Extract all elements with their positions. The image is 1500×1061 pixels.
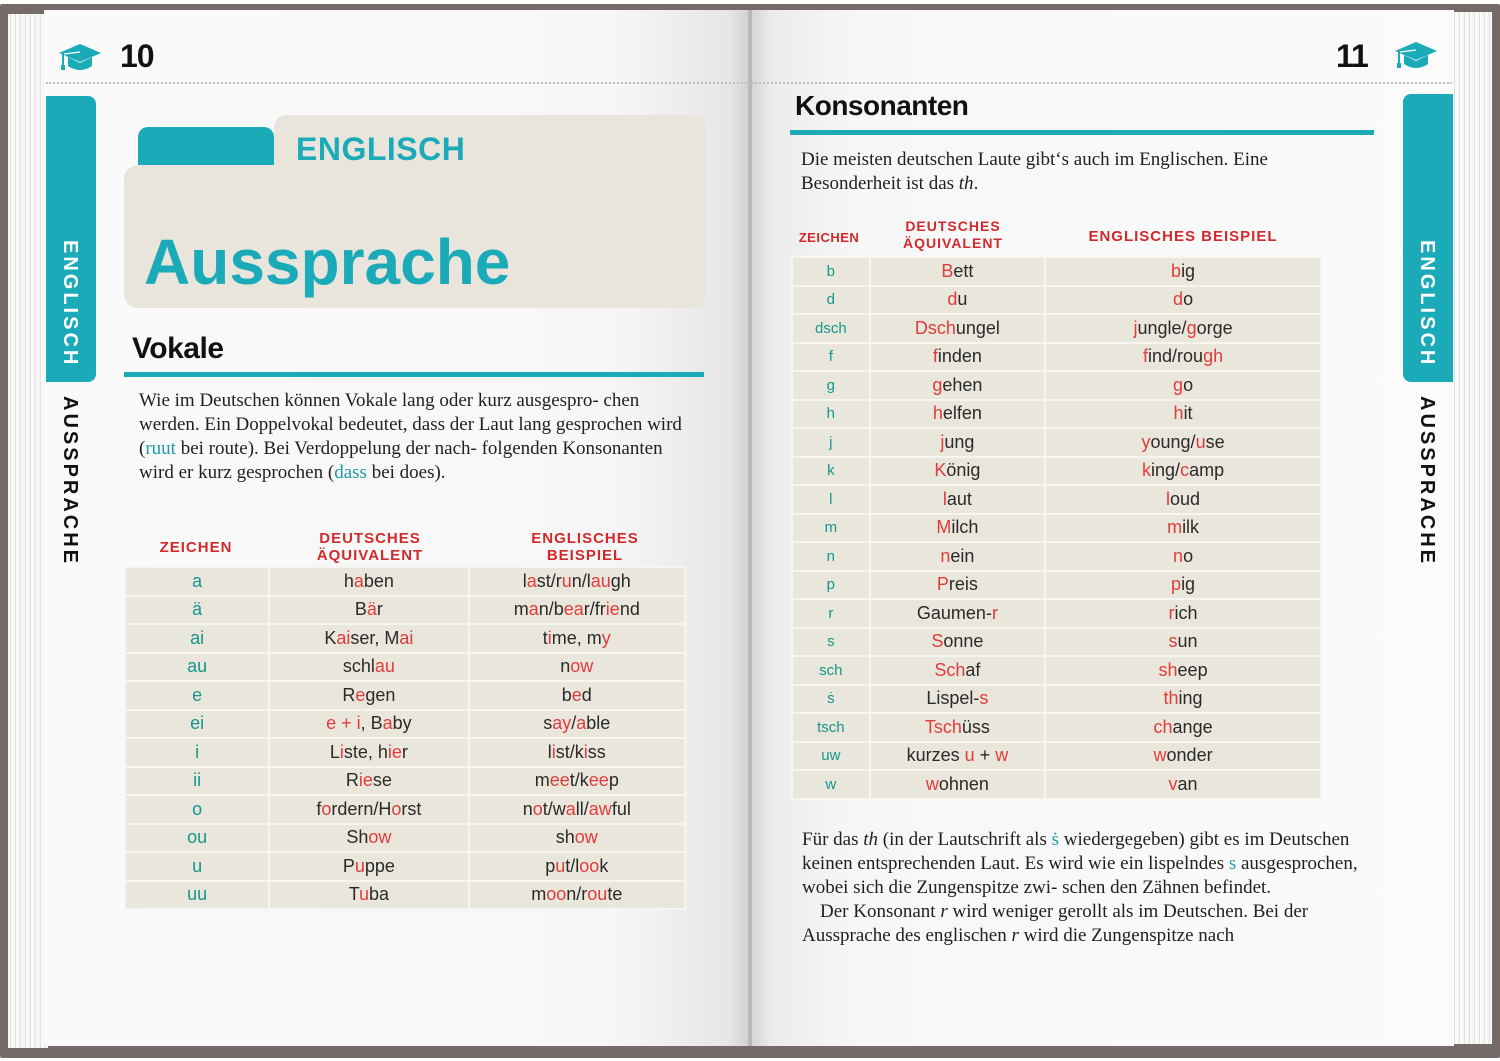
symbol-cell: w [792, 770, 870, 799]
vowel-table [124, 566, 686, 910]
table-row [792, 400, 1321, 429]
german-equivalent-cell: Bett [870, 257, 1045, 286]
english-example-cell: change [1045, 713, 1321, 742]
german-equivalent-cell: finden [870, 343, 1045, 372]
table-row [125, 596, 685, 625]
side-tab-category-right: ENGLISCH [1416, 240, 1438, 368]
english-example-cell: say/able [469, 710, 685, 739]
symbol-cell: uw [792, 742, 870, 771]
table-row [125, 681, 685, 710]
german-equivalent-cell: laut [870, 485, 1045, 514]
col-header-deutsch-left: DEUTSCHES ÄQUIVALENT [316, 530, 424, 564]
english-example-cell: time, my [469, 624, 685, 653]
english-example-cell: milk [1045, 514, 1321, 543]
table-row [792, 656, 1321, 685]
table-row [792, 257, 1321, 286]
table-row [792, 685, 1321, 714]
symbol-cell: o [125, 795, 269, 824]
section-rule-right [790, 130, 1374, 135]
book-spine [748, 10, 752, 1046]
english-example-cell: wonder [1045, 742, 1321, 771]
table-row [125, 824, 685, 853]
side-tab-category-left: ENGLISCH [59, 240, 81, 368]
table-row [125, 653, 685, 682]
english-example-cell: sun [1045, 628, 1321, 657]
table-row [125, 852, 685, 881]
english-example-cell: loud [1045, 485, 1321, 514]
symbol-cell: s [792, 628, 870, 657]
table-row [792, 514, 1321, 543]
table-row [792, 286, 1321, 315]
german-equivalent-cell: gehen [870, 371, 1045, 400]
english-example-cell: king/camp [1045, 457, 1321, 486]
table-row [125, 710, 685, 739]
chapter-kicker: ENGLISCH [296, 131, 466, 167]
english-example-cell: not/wall/awful [469, 795, 685, 824]
symbol-cell: ei [125, 710, 269, 739]
symbol-cell: f [792, 343, 870, 372]
english-example-cell: list/kiss [469, 738, 685, 767]
german-equivalent-cell: fordern/Horst [269, 795, 468, 824]
german-equivalent-cell: du [870, 286, 1045, 315]
english-example-cell: do [1045, 286, 1321, 315]
english-example-cell: big [1045, 257, 1321, 286]
col-header-englisch-right: ENGLISCHES BEISPIEL [1088, 228, 1278, 245]
col-header-deutsch-right: DEUTSCHES ÄQUIVALENT [903, 218, 1003, 251]
symbol-cell: tsch [792, 713, 870, 742]
table-row [125, 767, 685, 796]
symbol-cell: i [125, 738, 269, 767]
graduation-cap-icon [1394, 40, 1438, 72]
german-equivalent-cell: Bär [269, 596, 468, 625]
german-equivalent-cell: Milch [870, 514, 1045, 543]
konsonanten-explanation: Für das th (in der Lautschrift als ṡ wiedergegeben) gibt es im Deutschen keinen entsprechenden Laut. Es wird wie ein lispelndes s ausgesprochen, wobei sich die Zungenspitze zwi- schen den Zähnen befindet. Der Konsonant r wird weniger gerollt als im Deutschen. Bei der Aussprache des englischen r wird die Zungenspitze nach [802, 829, 1358, 946]
symbol-cell: j [792, 428, 870, 457]
english-example-cell: moon/route [469, 881, 685, 910]
german-equivalent-cell: Preis [870, 571, 1045, 600]
symbol-cell: l [792, 485, 870, 514]
english-example-cell: find/rough [1045, 343, 1321, 372]
section-rule-left [124, 372, 704, 377]
chapter-title-card [124, 115, 706, 308]
symbol-cell: ṡ [792, 685, 870, 714]
german-equivalent-cell: König [870, 457, 1045, 486]
english-example-cell: man/bear/friend [469, 596, 685, 625]
symbol-cell: k [792, 457, 870, 486]
english-example-cell: bed [469, 681, 685, 710]
english-example-cell: now [469, 653, 685, 682]
graduation-cap-icon [58, 42, 102, 74]
table-row [792, 770, 1321, 799]
section-heading-konsonanten: Konsonanten [795, 90, 969, 121]
symbol-cell: uu [125, 881, 269, 910]
page-number-right: 11 [1336, 38, 1368, 74]
symbol-cell: p [792, 571, 870, 600]
table-row [792, 485, 1321, 514]
table-row [125, 624, 685, 653]
symbol-cell: r [792, 599, 870, 628]
symbol-cell: ä [125, 596, 269, 625]
table-row [792, 628, 1321, 657]
english-example-cell: hit [1045, 400, 1321, 429]
english-example-cell: young/use [1045, 428, 1321, 457]
symbol-cell: h [792, 400, 870, 429]
symbol-cell: a [125, 567, 269, 596]
german-equivalent-cell: Riese [269, 767, 468, 796]
german-equivalent-cell: schlau [269, 653, 468, 682]
symbol-cell: e [125, 681, 269, 710]
vokale-paragraph: Wie im Deutschen können Vokale lang oder kurz ausgespro- chen werden. Ein Doppelvokal bedeutet, dass der Laut lang gesprochen wird (ruut bei route). Bei Verdoppelung der nach- folgenden Konsonanten wird er kurz gesprochen (dass bei does). [139, 390, 682, 483]
table-row [125, 738, 685, 767]
col-header-englisch-left: ENGLISCHES BEISPIEL [531, 530, 639, 564]
german-equivalent-cell: e + i, Baby [269, 710, 468, 739]
table-row [792, 599, 1321, 628]
side-tab-topic-right: AUSSPRACHE [1416, 396, 1438, 567]
english-example-cell: meet/keep [469, 767, 685, 796]
german-equivalent-cell: Regen [269, 681, 468, 710]
konsonanten-intro: Die meisten deutschen Laute gibt‘s auch im Englischen. Eine Besonderheit ist das th. [801, 149, 1268, 194]
table-row [792, 371, 1321, 400]
english-example-cell: put/look [469, 852, 685, 881]
symbol-cell: u [125, 852, 269, 881]
table-row [125, 881, 685, 910]
table-row [792, 742, 1321, 771]
german-equivalent-cell: Dschungel [870, 314, 1045, 343]
english-example-cell: show [469, 824, 685, 853]
german-equivalent-cell: haben [269, 567, 468, 596]
german-equivalent-cell: Sonne [870, 628, 1045, 657]
german-equivalent-cell: nein [870, 542, 1045, 571]
header-divider-right [752, 82, 1452, 84]
consonant-table [791, 256, 1322, 800]
english-example-cell: go [1045, 371, 1321, 400]
table-row [792, 457, 1321, 486]
symbol-cell: b [792, 257, 870, 286]
col-header-zeichen-right: ZEICHEN [798, 230, 860, 245]
section-heading-vokale: Vokale [132, 332, 224, 365]
col-header-zeichen-left: ZEICHEN [159, 539, 233, 556]
english-example-cell: rich [1045, 599, 1321, 628]
german-equivalent-cell: Lispel-s [870, 685, 1045, 714]
german-equivalent-cell: jung [870, 428, 1045, 457]
german-equivalent-cell: Tuba [269, 881, 468, 910]
english-example-cell: thing [1045, 685, 1321, 714]
page-edges-left [8, 14, 48, 1048]
english-example-cell: jungle/gorge [1045, 314, 1321, 343]
english-example-cell: pig [1045, 571, 1321, 600]
page-number-left: 10 [120, 38, 154, 74]
symbol-cell: ai [125, 624, 269, 653]
english-example-cell: van [1045, 770, 1321, 799]
table-row [125, 795, 685, 824]
table-row [125, 567, 685, 596]
symbol-cell: d [792, 286, 870, 315]
table-row [792, 571, 1321, 600]
symbol-cell: au [125, 653, 269, 682]
table-row [792, 314, 1321, 343]
symbol-cell: ii [125, 767, 269, 796]
german-equivalent-cell: Show [269, 824, 468, 853]
german-equivalent-cell: Kaiser, Mai [269, 624, 468, 653]
table-row [792, 713, 1321, 742]
chapter-title: Aussprache [144, 226, 511, 298]
symbol-cell: dsch [792, 314, 870, 343]
english-example-cell: no [1045, 542, 1321, 571]
german-equivalent-cell: Puppe [269, 852, 468, 881]
english-example-cell: last/run/laugh [469, 567, 685, 596]
table-row [792, 428, 1321, 457]
symbol-cell: m [792, 514, 870, 543]
german-equivalent-cell: helfen [870, 400, 1045, 429]
german-equivalent-cell: Tschüss [870, 713, 1045, 742]
table-row [792, 542, 1321, 571]
table-row [792, 343, 1321, 372]
side-tab-topic-left: AUSSPRACHE [59, 396, 81, 567]
symbol-cell: g [792, 371, 870, 400]
german-equivalent-cell: wohnen [870, 770, 1045, 799]
header-divider-left [46, 82, 750, 84]
page-edges-right [1452, 12, 1492, 1044]
german-equivalent-cell: Liste, hier [269, 738, 468, 767]
german-equivalent-cell: Schaf [870, 656, 1045, 685]
symbol-cell: n [792, 542, 870, 571]
german-equivalent-cell: Gaumen-r [870, 599, 1045, 628]
english-example-cell: sheep [1045, 656, 1321, 685]
german-equivalent-cell: kurzes u + w [870, 742, 1045, 771]
symbol-cell: ou [125, 824, 269, 853]
symbol-cell: sch [792, 656, 870, 685]
